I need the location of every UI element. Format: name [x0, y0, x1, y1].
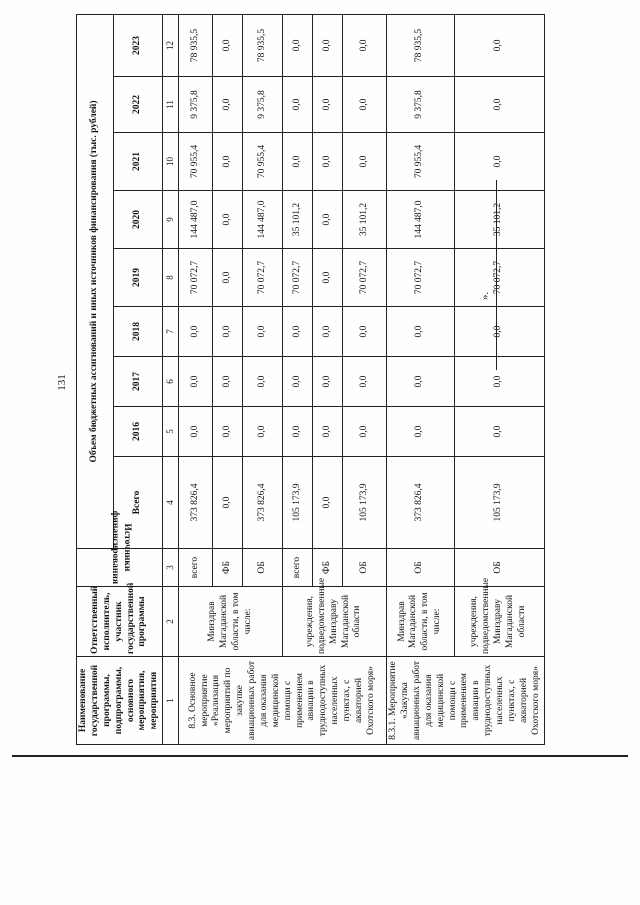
header-source — [77, 510, 163, 587]
executor-label: учреждения, подведомственные Минздраву Магаданской области — [283, 587, 387, 657]
value-cell: 0,0 — [213, 457, 243, 549]
value-cell: 0,0 — [243, 407, 283, 457]
value-cell: 0,0 — [343, 14, 387, 76]
value-cell: 105 173,9 — [283, 457, 313, 549]
value-cell: 0,0 — [313, 191, 343, 249]
column-number: 6 — [163, 357, 179, 407]
source-cell: ОБ — [454, 549, 544, 587]
value-cell: 0,0 — [454, 307, 544, 357]
value-cell: 0,0 — [313, 307, 343, 357]
budget-table — [76, 14, 545, 745]
value-cell: 0,0 — [213, 14, 243, 76]
value-cell: 0,0 — [454, 357, 544, 407]
value-cell: 0,0 — [179, 307, 213, 357]
value-cell: 0,0 — [387, 407, 454, 457]
header-year-2020: 2020 — [113, 191, 162, 249]
column-number: 10 — [163, 133, 179, 191]
value-cell: 0,0 — [343, 357, 387, 407]
value-cell: 35 101,2 — [454, 191, 544, 249]
value-cell: 0,0 — [313, 249, 343, 307]
value-cell: 70 072,7 — [343, 249, 387, 307]
value-cell: 0,0 — [213, 307, 243, 357]
value-cell: 0,0 — [313, 357, 343, 407]
executor-label: учреждения, подведомственные Минздраву Магаданской области — [454, 587, 544, 657]
value-cell: 0,0 — [213, 77, 243, 133]
table-row — [454, 14, 544, 744]
value-cell: 0,0 — [283, 77, 313, 133]
source-cell: ФБ — [213, 549, 243, 587]
header-total: Всего — [113, 457, 162, 549]
rotated-page-content — [54, 10, 558, 755]
value-cell: 105 173,9 — [343, 457, 387, 549]
value-cell: 105 173,9 — [454, 457, 544, 549]
column-number: 1 — [163, 657, 179, 745]
header-executor: Ответственный исполнитель, участник государственной программы — [77, 587, 163, 657]
signature-line — [496, 180, 497, 370]
header-year-2016: 2016 — [113, 407, 162, 457]
value-cell: 0,0 — [454, 77, 544, 133]
column-number: 2 — [163, 587, 179, 657]
value-cell: 78 935,5 — [243, 14, 283, 76]
value-cell: 0,0 — [213, 249, 243, 307]
value-cell: 9 375,8 — [243, 77, 283, 133]
executor-label: Минздрав Магаданской области, в том числе: — [179, 587, 283, 657]
horizontal-rule — [12, 755, 628, 757]
source-cell: ОБ — [243, 549, 283, 587]
value-cell: 373 826,4 — [243, 457, 283, 549]
value-cell: 70 072,7 — [179, 249, 213, 307]
value-cell: 0,0 — [313, 457, 343, 549]
value-cell: 0,0 — [343, 307, 387, 357]
value-cell: 0,0 — [243, 307, 283, 357]
source-cell: ОБ — [343, 549, 387, 587]
item-name: 8.3.1. Мероприятие «Закупка авиационных работ для оказания медицинской помощи с применением авиации в труднодоступных населенных пунктах, с акваторией Охотского моря» — [387, 657, 544, 745]
header-volume: Объем бюджетных ассигнований и иных источников финансирования (тыс. рублей) — [77, 14, 114, 548]
value-cell: 0,0 — [313, 77, 343, 133]
table-row — [387, 14, 454, 744]
value-cell: 373 826,4 — [179, 457, 213, 549]
value-cell: 9 375,8 — [387, 77, 454, 133]
header-year-2018: 2018 — [113, 307, 162, 357]
value-cell: 70 072,7 — [454, 249, 544, 307]
column-number: 12 — [163, 14, 179, 76]
column-number: 9 — [163, 191, 179, 249]
value-cell: 35 101,2 — [283, 191, 313, 249]
executor-label: Минздрав Магаданской области, в том числе: — [387, 587, 454, 657]
value-cell: 70 072,7 — [243, 249, 283, 307]
table-row — [283, 14, 313, 744]
value-cell: 70 955,4 — [387, 133, 454, 191]
header-source-text: Источники финансирования — [109, 510, 132, 584]
value-cell: 144 487,0 — [387, 191, 454, 249]
column-number: 7 — [163, 307, 179, 357]
value-cell: 0,0 — [283, 357, 313, 407]
header-year-2023: 2023 — [113, 14, 162, 76]
value-cell: 0,0 — [283, 407, 313, 457]
source-cell: ФБ — [313, 549, 343, 587]
value-cell: 70 955,4 — [243, 133, 283, 191]
value-cell: 0,0 — [313, 407, 343, 457]
value-cell: 0,0 — [343, 77, 387, 133]
header-year-2019: 2019 — [113, 249, 162, 307]
value-cell: 78 935,5 — [387, 14, 454, 76]
value-cell: 0,0 — [213, 191, 243, 249]
value-cell: 78 935,5 — [179, 14, 213, 76]
value-cell: 0,0 — [283, 133, 313, 191]
value-cell: 0,0 — [454, 407, 544, 457]
value-cell: 0,0 — [213, 407, 243, 457]
column-number: 4 — [163, 457, 179, 549]
value-cell: 9 375,8 — [179, 77, 213, 133]
value-cell: 373 826,4 — [387, 457, 454, 549]
value-cell: 144 487,0 — [179, 191, 213, 249]
column-number: 5 — [163, 407, 179, 457]
value-cell: 144 487,0 — [243, 191, 283, 249]
table-row — [179, 14, 213, 744]
value-cell: 0,0 — [213, 357, 243, 407]
value-cell: 0,0 — [387, 307, 454, 357]
page-number: 131 — [56, 374, 68, 391]
value-cell: 0,0 — [343, 407, 387, 457]
header-year-2022: 2022 — [113, 77, 162, 133]
value-cell: 35 101,2 — [343, 191, 387, 249]
value-cell: 70 955,4 — [179, 133, 213, 191]
header-year-2017: 2017 — [113, 357, 162, 407]
column-number: 3 — [163, 549, 179, 587]
value-cell: 0,0 — [179, 357, 213, 407]
source-cell: всего — [283, 549, 313, 587]
value-cell: 0,0 — [343, 133, 387, 191]
source-cell: всего — [179, 549, 213, 587]
value-cell: 0,0 — [213, 133, 243, 191]
column-numbers-row — [163, 14, 179, 744]
column-number: 11 — [163, 77, 179, 133]
value-cell: 0,0 — [454, 133, 544, 191]
closing-quote: ». — [479, 291, 491, 300]
item-name: 8.3. Основное мероприятие «Реализация мероприятий по закупке авиационных работ для оказания медицинской помощи с применением авиации в труднодоступных населенных пунктах, с акваторией Охотского моря» — [179, 657, 387, 745]
column-number: 8 — [163, 249, 179, 307]
value-cell: 0,0 — [179, 407, 213, 457]
value-cell: 70 072,7 — [387, 249, 454, 307]
value-cell: 0,0 — [387, 357, 454, 407]
value-cell: 0,0 — [283, 307, 313, 357]
source-cell: ОБ — [387, 549, 454, 587]
value-cell: 0,0 — [454, 14, 544, 76]
header-year-2021: 2021 — [113, 133, 162, 191]
value-cell: 0,0 — [313, 14, 343, 76]
value-cell: 0,0 — [243, 357, 283, 407]
header-name: Наименование государственной программы, подпрограммы, основного мероприятия, мероприятия — [77, 657, 163, 745]
value-cell: 70 072,7 — [283, 249, 313, 307]
value-cell: 0,0 — [313, 133, 343, 191]
value-cell: 0,0 — [283, 14, 313, 76]
